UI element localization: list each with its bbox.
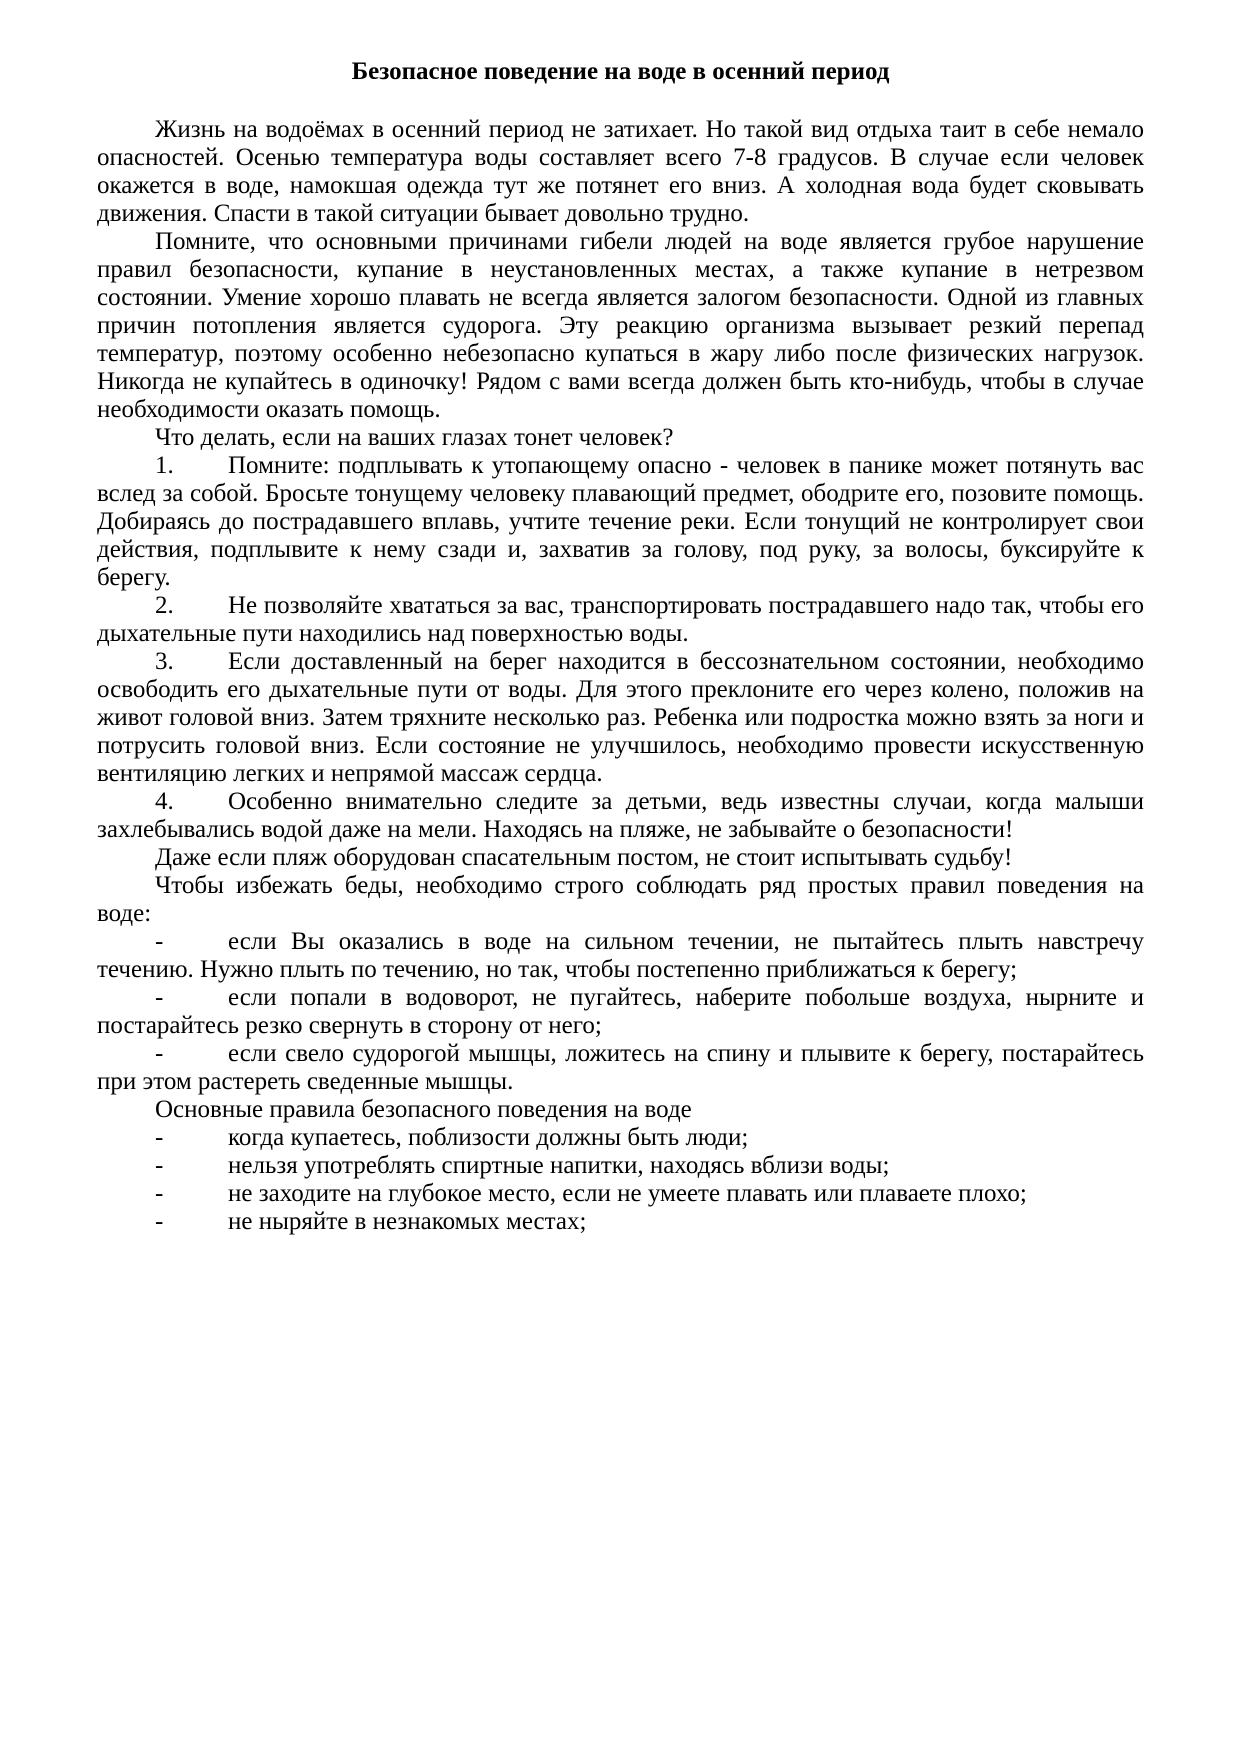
dashed-list-item (97, 1208, 1144, 1236)
paragraph-text: Помните, что основными причинами гибели людей на воде является грубое нарушение правил безопасности, купание в неустановленных местах, а также купание в нетрезвом состоянии. Умение хорошо плавать не всегда является залогом безопасности. Одной из главных причин потопления является судорога. Эту реакцию организма вызывает резкий перепад температур, поэтому особенно небезопасно купаться в жару либо после физических нагрузок. Никогда не купайтесь в одиночку! Рядом с вами всегда должен быть кто-нибудь, чтобы в случае необходимости оказать помощь. (97, 228, 1144, 423)
list-item-marker: 4. (155, 788, 174, 815)
dashed-list-item (97, 1152, 1144, 1180)
paragraph (97, 116, 1144, 228)
list-item-text: если попали в водоворот, не пугайтесь, наберите побольше воздуха, нырните и постарайтесь резко свернуть в сторону от него; (97, 984, 1144, 1039)
list-item-marker: 3. (155, 648, 174, 675)
list-item-marker: - (155, 1124, 164, 1151)
paragraph (97, 424, 1144, 452)
numbered-list-item (97, 452, 1144, 592)
paragraph (97, 228, 1144, 424)
paragraph-text: Чтобы избежать беды, необходимо строго соблюдать ряд простых правил поведения на воде: (97, 872, 1144, 927)
paragraph (97, 1096, 1144, 1124)
paragraph-text: Жизнь на водоёмах в осенний период не затихает. Но такой вид отдыха таит в себе немало опасностей. Осенью температура воды составляет всего 7-8 градусов. В случае если человек окажется в воде, намокшая одежда тут же потянет его вниз. А холодная вода будет сковывать движения. Спасти в такой ситуации бывает довольно трудно. (97, 116, 1144, 227)
list-item-marker: - (155, 1180, 164, 1207)
paragraph (97, 844, 1144, 872)
dashed-list-item (97, 928, 1144, 984)
list-item-text: если свело судорогой мышцы, ложитесь на спину и плывите к берегу, постарайтесь при этом растереть сведенные мышцы. (97, 1040, 1144, 1095)
numbered-list-item (97, 592, 1144, 648)
document-title: Безопасное поведение на воде в осенний период (351, 58, 890, 85)
list-item-marker: - (155, 928, 164, 955)
dashed-list-item (97, 1124, 1144, 1152)
list-item-marker: - (155, 984, 164, 1011)
list-item-text: Помните: подплывать к утопающему опасно - человек в панике может потянуть вас вслед за собой. Бросьте тонущему человеку плавающий предмет, ободрите его, позовите помощь. Добираясь до пострадавшего вплавь, учтите течение реки. Если тонущий не контролирует свои действия, подплывите к нему сзади и, захватив за голову, под руку, за волосы, буксируйте к берегу. (97, 452, 1144, 591)
list-item-marker: - (155, 1208, 164, 1235)
list-item-marker: - (155, 1040, 164, 1067)
list-item-text: не заходите на глубокое место, если не умеете плавать или плаваете плохо; (228, 1180, 1027, 1207)
list-item-text: нельзя употреблять спиртные напитки, находясь вблизи воды; (228, 1152, 890, 1179)
list-item-marker: 2. (155, 592, 174, 619)
list-item-marker: 1. (155, 452, 174, 479)
numbered-list-item (97, 648, 1144, 788)
dashed-list-item (97, 1040, 1144, 1096)
list-item-text: не ныряйте в незнакомых местах; (228, 1208, 587, 1235)
list-item-text: Если доставленный на берег находится в бессознательном состоянии, необходимо освободить его дыхательные пути от воды. Для этого преклоните его через колено, положив на живот головой вниз. Затем тряхните несколько раз. Ребенка или подростка можно взять за ноги и потрусить головой вниз. Если состояние не улучшилось, необходимо провести искусственную вентиляцию легких и непрямой массаж сердца. (97, 648, 1144, 787)
paragraph (97, 872, 1144, 928)
dashed-list-item (97, 984, 1144, 1040)
dashed-list-item (97, 1180, 1144, 1208)
list-item-text: когда купаетесь, поблизости должны быть люди; (228, 1124, 749, 1151)
paragraph-text: Даже если пляж оборудован спасательным постом, не стоит испытывать судьбу! (155, 844, 1013, 871)
list-item-text: Не позволяйте хвататься за вас, транспортировать пострадавшего надо так, чтобы его дыхательные пути находились над поверхностью воды. (97, 592, 1144, 647)
paragraph-text: Что делать, если на ваших глазах тонет человек? (155, 424, 674, 451)
paragraph-text: Основные правила безопасного поведения на воде (155, 1096, 692, 1123)
list-item-text: Особенно внимательно следите за детьми, ведь известны случаи, когда малыши захлебывались водой даже на мели. Находясь на пляже, не забывайте о безопасности! (97, 788, 1144, 843)
list-item-text: если Вы оказались в воде на сильном течении, не пытайтесь плыть навстречу течению. Нужно плыть по течению, но так, чтобы постепенно приближаться к берегу; (97, 928, 1144, 983)
list-item-marker: - (155, 1152, 164, 1179)
numbered-list-item (97, 788, 1144, 844)
